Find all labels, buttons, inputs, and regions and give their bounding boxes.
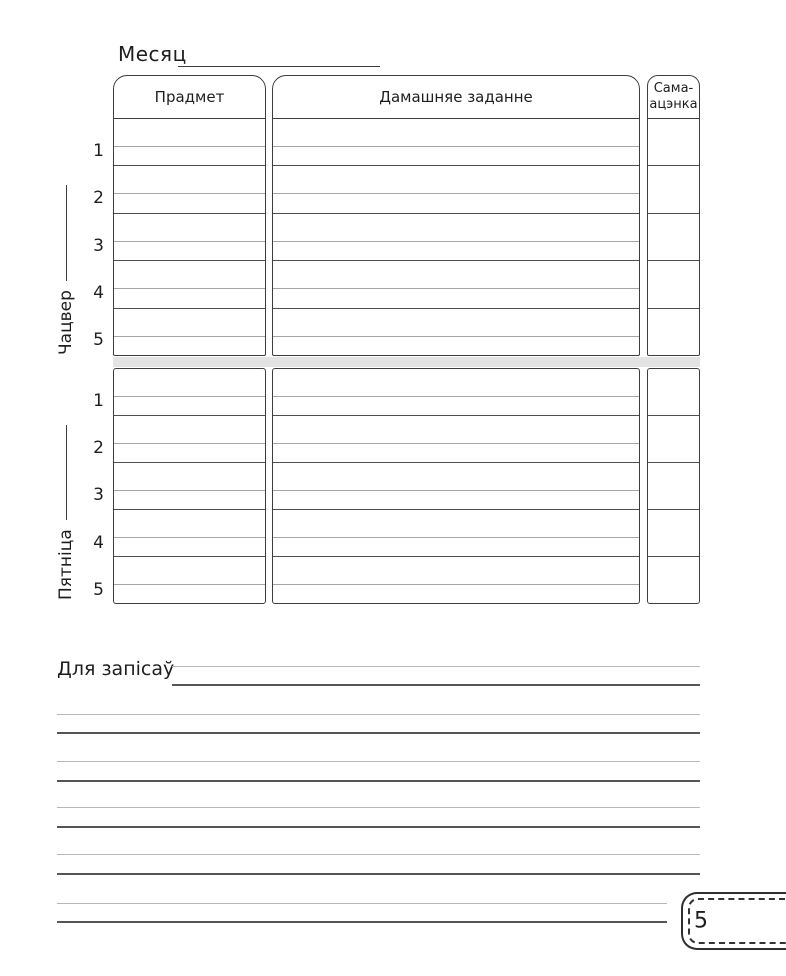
day-name: Чацвер — [56, 290, 76, 355]
ruled-line — [273, 510, 639, 538]
ruled-line — [114, 557, 265, 585]
cell-space — [648, 369, 699, 397]
lesson-number: 3 — [93, 485, 104, 505]
lesson-number: 1 — [93, 391, 104, 411]
cell-space — [648, 166, 699, 194]
write-area — [273, 538, 639, 556]
cell-space — [648, 463, 699, 491]
selfassessment-cell[interactable] — [648, 166, 699, 213]
subject-cell[interactable] — [114, 557, 265, 603]
cell-space — [648, 416, 699, 444]
ruled-line — [273, 416, 639, 444]
lesson-number: 2 — [93, 188, 104, 208]
friday-homework-column — [272, 368, 640, 604]
notes-ruled-line[interactable] — [57, 761, 700, 762]
write-area — [273, 147, 639, 165]
notes-ruled-line[interactable] — [172, 666, 700, 667]
selfassessment-header-line2: ацэнка — [649, 97, 698, 112]
subject-cell[interactable] — [114, 369, 265, 416]
notes-ruled-line[interactable] — [57, 921, 667, 923]
notes-ruled-line[interactable] — [57, 873, 700, 875]
write-area — [114, 538, 265, 556]
write-area — [114, 194, 265, 212]
day-separator-band — [113, 357, 700, 367]
cell-space — [648, 289, 699, 307]
thursday-selfassessment-column — [647, 75, 700, 356]
homework-cell[interactable] — [273, 416, 639, 463]
selfassessment-cell[interactable] — [648, 119, 699, 166]
write-area — [273, 194, 639, 212]
ruled-line — [273, 214, 639, 242]
homework-column-header: Дамашняе заданне — [273, 76, 639, 119]
write-area — [273, 444, 639, 462]
write-area — [273, 337, 639, 355]
cell-space — [648, 510, 699, 538]
lesson-number: 1 — [93, 141, 104, 161]
write-area — [114, 337, 265, 355]
cell-space — [648, 261, 699, 289]
ruled-line — [273, 309, 639, 337]
subject-cell[interactable] — [114, 416, 265, 463]
ruled-line — [114, 463, 265, 491]
selfassessment-column-header — [648, 76, 699, 119]
subject-cell[interactable] — [114, 261, 265, 308]
cell-space — [648, 214, 699, 242]
selfassessment-cell[interactable] — [648, 214, 699, 261]
notes-ruled-line[interactable] — [172, 684, 700, 686]
homework-cell[interactable] — [273, 557, 639, 603]
selfassessment-cell[interactable] — [648, 416, 699, 463]
homework-cell[interactable] — [273, 510, 639, 557]
ruled-line — [273, 166, 639, 194]
notes-ruled-line[interactable] — [57, 807, 700, 808]
lesson-number: 3 — [93, 236, 104, 256]
subject-cell[interactable] — [114, 463, 265, 510]
selfassessment-cell[interactable] — [648, 309, 699, 355]
ruled-line — [114, 119, 265, 147]
selfassessment-header-line1: Сама- — [653, 81, 694, 96]
day-label-dash — [66, 185, 67, 281]
cell-space — [648, 397, 699, 415]
cell-space — [648, 585, 699, 603]
ruled-line — [114, 166, 265, 194]
write-area — [273, 397, 639, 415]
write-area — [114, 147, 265, 165]
lesson-number: 4 — [93, 283, 104, 303]
day-label-friday — [56, 425, 76, 600]
homework-cell[interactable] — [273, 309, 639, 355]
cell-space — [648, 337, 699, 355]
cell-space — [648, 119, 699, 147]
notes-ruled-line[interactable] — [57, 826, 700, 828]
notes-ruled-line[interactable] — [57, 854, 700, 855]
page-number: 5 — [694, 908, 708, 934]
selfassessment-cell[interactable] — [648, 463, 699, 510]
ruled-line — [114, 261, 265, 289]
homework-cell[interactable] — [273, 166, 639, 213]
page-tab — [681, 892, 786, 950]
ruled-line — [114, 309, 265, 337]
lesson-number: 4 — [93, 533, 104, 553]
subject-cell[interactable] — [114, 510, 265, 557]
ruled-line — [114, 214, 265, 242]
month-fill-line[interactable] — [178, 66, 380, 67]
thursday-homework-column — [272, 75, 640, 356]
cell-space — [648, 557, 699, 585]
day-label-thursday — [56, 185, 76, 355]
ruled-line — [114, 369, 265, 397]
ruled-line — [273, 557, 639, 585]
selfassessment-cell[interactable] — [648, 557, 699, 603]
cell-space — [648, 538, 699, 556]
write-area — [114, 585, 265, 603]
write-area — [273, 585, 639, 603]
notes-ruled-line[interactable] — [57, 732, 700, 734]
ruled-line — [273, 261, 639, 289]
friday-selfassessment-column — [647, 368, 700, 604]
month-label: Месяц — [118, 42, 187, 66]
subject-column-header: Прадмет — [114, 76, 265, 119]
lesson-number: 5 — [93, 580, 104, 600]
cell-space — [648, 194, 699, 212]
cell-space — [648, 242, 699, 260]
ruled-line — [273, 369, 639, 397]
write-area — [114, 444, 265, 462]
write-area — [114, 289, 265, 307]
ruled-line — [114, 416, 265, 444]
subject-cell[interactable] — [114, 166, 265, 213]
ruled-line — [273, 463, 639, 491]
write-area — [114, 397, 265, 415]
write-area — [114, 491, 265, 509]
homework-cell[interactable] — [273, 119, 639, 166]
subject-cell[interactable] — [114, 309, 265, 355]
cell-space — [648, 309, 699, 337]
write-area — [273, 289, 639, 307]
subject-cell[interactable] — [114, 214, 265, 261]
selfassessment-cell[interactable] — [648, 510, 699, 557]
homework-cell[interactable] — [273, 463, 639, 510]
write-area — [273, 491, 639, 509]
homework-cell[interactable] — [273, 214, 639, 261]
notes-ruled-line[interactable] — [57, 903, 667, 904]
cell-space — [648, 491, 699, 509]
ruled-line — [114, 510, 265, 538]
ruled-line — [273, 119, 639, 147]
notes-ruled-line[interactable] — [57, 780, 700, 782]
notes-label: Для запісаў — [57, 658, 175, 680]
cell-space — [648, 444, 699, 462]
notes-ruled-line[interactable] — [57, 714, 700, 715]
selfassessment-cell[interactable] — [648, 369, 699, 416]
selfassessment-cell[interactable] — [648, 261, 699, 308]
write-area — [273, 242, 639, 260]
day-label-dash — [66, 425, 67, 520]
cell-space — [648, 147, 699, 165]
thursday-subject-column — [113, 75, 266, 356]
day-name: Пятніца — [56, 529, 76, 600]
lesson-number: 5 — [93, 330, 104, 350]
friday-subject-column — [113, 368, 266, 604]
lesson-number: 2 — [93, 438, 104, 458]
write-area — [114, 242, 265, 260]
subject-cell[interactable] — [114, 119, 265, 166]
homework-cell[interactable] — [273, 369, 639, 416]
homework-cell[interactable] — [273, 261, 639, 308]
